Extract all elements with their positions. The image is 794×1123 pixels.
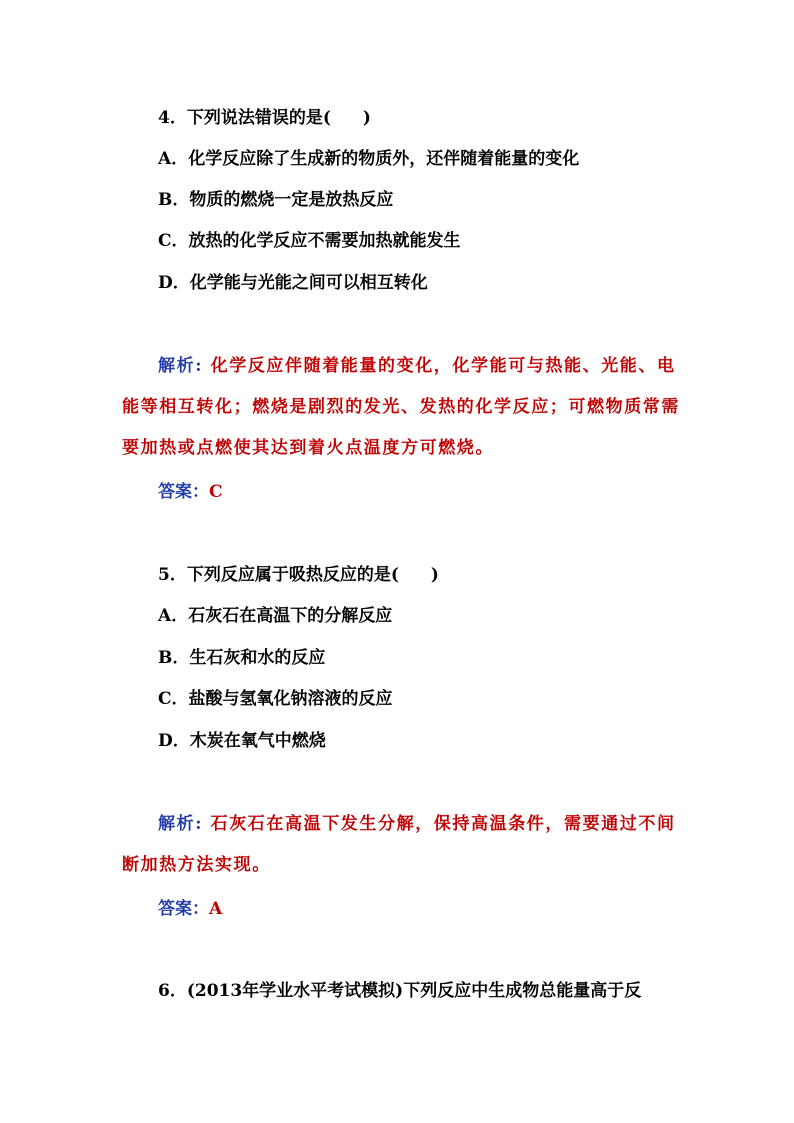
analysis-text: 石灰石在高温下发生分解，保持高温条件，需要通过不间断加热方法实现。 [122, 814, 676, 875]
answer-value: C [209, 482, 223, 502]
question-5-option-d: D．木炭在氧气中燃烧 [158, 731, 326, 751]
question-4-analysis [122, 346, 682, 469]
question-4-option-c: C．放热的化学反应不需要加热就能发生 [158, 231, 461, 251]
question-4-stem-text: 4．下列说法错误的是( [158, 108, 331, 128]
question-4-option-a: A．化学反应除了生成新的物质外，还伴随着能量的变化 [158, 149, 580, 169]
question-5-answer [158, 898, 222, 920]
answer-label: 答案： [158, 482, 209, 502]
question-4-stem [158, 107, 371, 129]
question-5-stem [158, 564, 439, 586]
analysis-label: 解析: [158, 356, 204, 376]
question-4-answer [158, 481, 223, 503]
answer-value: A [209, 899, 223, 919]
question-5-analysis [122, 804, 682, 886]
question-5-option-a: A．石灰石在高温下的分解反应 [158, 606, 393, 626]
question-5-stem-text: 5．下列反应属于吸热反应的是( [158, 565, 399, 585]
question-4-option-d: D．化学能与光能之间可以相互转化 [158, 273, 428, 293]
answer-label: 答案： [158, 899, 209, 919]
question-5-option-b: B．生石灰和水的反应 [158, 648, 326, 668]
analysis-label: 解析: [158, 814, 204, 834]
question-5-stem-close: ) [430, 565, 439, 585]
question-4-option-b: B．物质的燃烧一定是放热反应 [158, 190, 394, 210]
question-5-option-c: C．盐酸与氢氧化钠溶液的反应 [158, 689, 393, 709]
question-6-stem: 6．(2013年学业水平考试模拟)下列反应中生成物总能量高于反 [158, 981, 642, 1001]
analysis-text: 化学反应伴随着能量的变化，化学能可与热能、光能、电能等相互转化；燃烧是剧烈的发光、发热的化学反应；可燃物质常需要加热或点燃使其达到着火点温度方可燃烧。 [122, 356, 680, 458]
question-4-stem-close: ) [362, 108, 371, 128]
